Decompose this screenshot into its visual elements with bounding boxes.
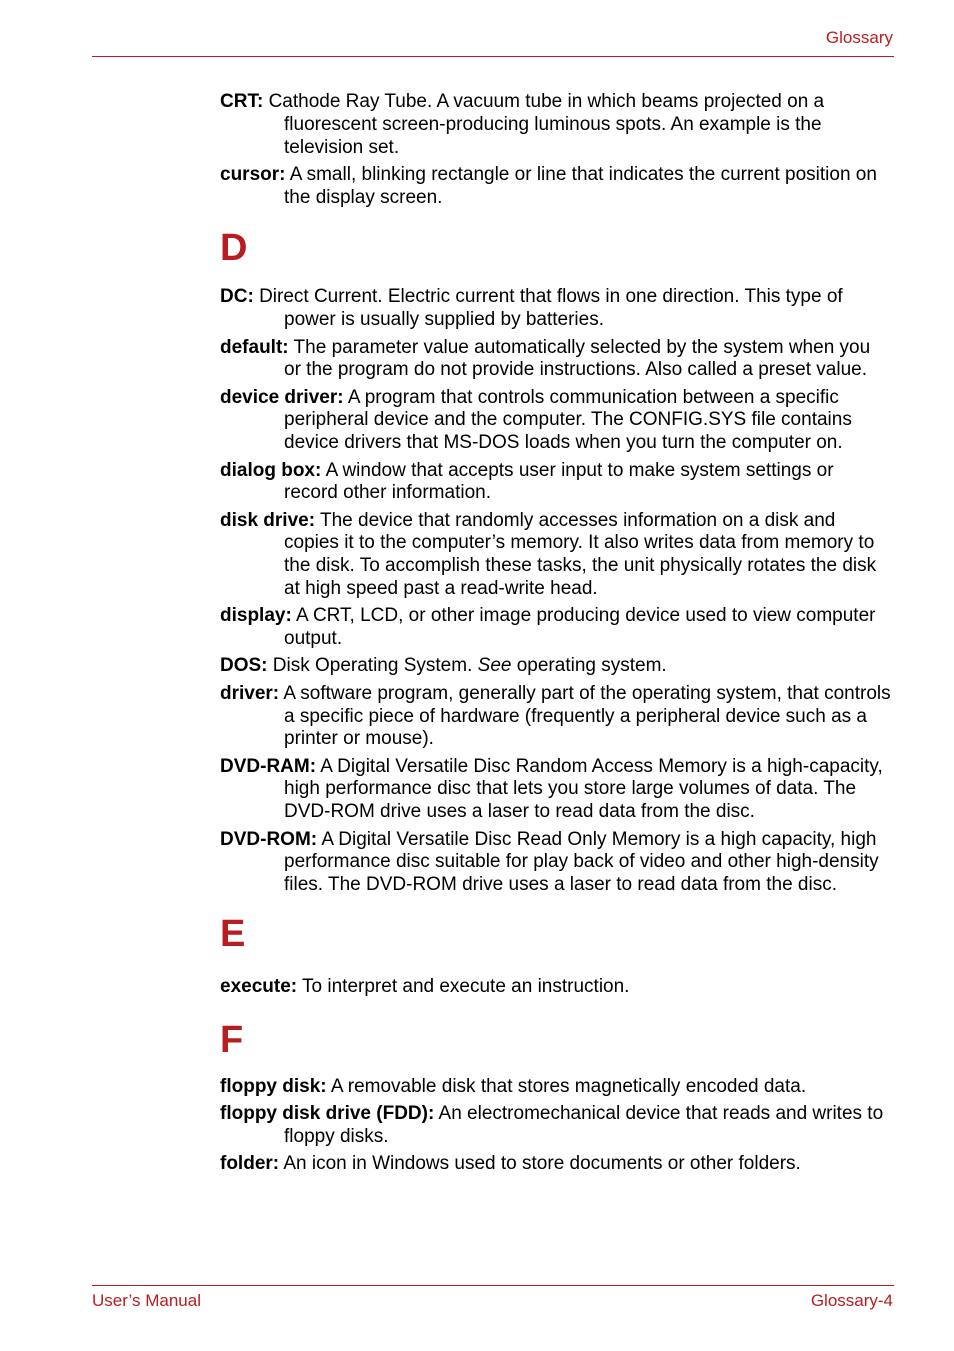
glossary-definition: A Digital Versatile Disc Read Only Memory is a high capacity, high performance disc suitable for play back of video and other high-density files. The DVD-ROM drive uses a laser to read data from the disc. — [284, 828, 879, 896]
glossary-term: floppy disk drive (FDD): — [220, 1103, 435, 1124]
glossary-term: DOS: — [220, 655, 268, 677]
glossary-definition: An icon in Windows used to store documents or other folders. — [283, 1153, 801, 1175]
glossary-entry-floppy-disk-drive — [220, 1103, 892, 1149]
footer-page-number: Glossary-4 — [810, 1291, 893, 1310]
glossary-term: DVD-RAM: — [220, 755, 317, 777]
glossary-entry-dvd-rom — [220, 829, 892, 897]
glossary-content — [220, 91, 892, 1180]
glossary-definition: A Digital Versatile Disc Random Access Memory is a high-capacity, high performance disc that lets you store large volumes of data. The DVD-ROM drive uses a laser to read data from the disc. — [284, 755, 883, 823]
glossary-term: dialog box: — [220, 459, 322, 481]
glossary-entry-floppy-disk — [220, 1076, 892, 1099]
glossary-definition: A window that accepts user input to make system settings or record other information. — [284, 459, 834, 504]
glossary-term: execute: — [220, 975, 298, 997]
glossary-entry-cursor — [220, 164, 892, 210]
glossary-entry-default — [220, 337, 892, 383]
section-letter-f: F — [220, 1018, 244, 1061]
glossary-term: disk drive: — [220, 509, 316, 531]
footer-rule — [92, 1285, 894, 1286]
glossary-entry-device-driver — [220, 387, 892, 455]
glossary-entry-dos — [220, 655, 892, 678]
section-f — [220, 1020, 892, 1176]
glossary-term: display: — [220, 605, 292, 627]
glossary-term: folder: — [220, 1153, 280, 1175]
header-title: Glossary — [825, 28, 893, 47]
glossary-definition: An electromechanical device that reads and writes to floppy disks. — [284, 1103, 884, 1147]
glossary-entry-execute — [220, 976, 892, 999]
glossary-definition: To interpret and execute an instruction. — [302, 975, 630, 997]
glossary-term: CRT: — [220, 91, 264, 112]
glossary-entry-disk-drive — [220, 510, 892, 601]
section-e — [220, 914, 892, 999]
glossary-definition: A small, blinking rectangle or line that indicates the current position on the display screen. — [284, 163, 877, 208]
glossary-definition: The parameter value automatically selected by the system when you or the program do not provide instructions. Also called a preset value. — [284, 336, 871, 381]
glossary-entry-dc — [220, 286, 892, 332]
glossary-term: driver: — [220, 682, 280, 704]
glossary-definition: A software program, generally part of the operating system, that controls a specific piece of hardware (frequently a peripheral device such as a printer or mouse). — [283, 682, 891, 750]
footer-manual-title: User’s Manual — [92, 1291, 201, 1310]
glossary-term: cursor: — [220, 163, 286, 185]
glossary-entry-dialog-box — [220, 460, 892, 506]
glossary-definition: A program that controls communication between a specific peripheral device and the computer. The CONFIG.SYS file contains device drivers that MS-DOS loads when you turn the computer on. — [284, 386, 852, 454]
section-d — [220, 228, 892, 896]
glossary-definition: A CRT, LCD, or other image producing device used to view computer output. — [284, 605, 876, 650]
glossary-definition: The device that randomly accesses information on a disk and copies it to the computer’s memory. It also writes data from memory to the disk. To accomplish these tasks, the unit physically rotates the disk at high speed past a read-write head. — [284, 509, 877, 600]
section-letter-d: D — [220, 227, 248, 270]
glossary-term: default: — [220, 336, 289, 358]
section-letter-e: E — [220, 912, 246, 955]
glossary-term: DC: — [220, 286, 254, 308]
glossary-entry-display — [220, 605, 892, 651]
glossary-entry-driver — [220, 683, 892, 751]
glossary-definition-rest: operating system. — [516, 655, 667, 677]
glossary-definition: Cathode Ray Tube. A vacuum tube in which beams projected on a fluorescent screen-producing luminous spots. An example is the television set. — [268, 91, 825, 158]
glossary-definition: Disk Operating System. — [272, 655, 473, 677]
glossary-term: DVD-ROM: — [220, 828, 318, 850]
glossary-term: device driver: — [220, 386, 344, 408]
header-rule — [92, 56, 894, 57]
glossary-entry-crt — [220, 91, 892, 159]
glossary-definition: Direct Current. Electric current that flows in one direction. This type of power is usually supplied by batteries. — [259, 286, 843, 331]
glossary-entry-folder — [220, 1153, 892, 1176]
glossary-definition: A removable disk that stores magnetically encoded data. — [330, 1075, 807, 1097]
glossary-term: floppy disk: — [220, 1075, 327, 1097]
see-reference: See — [477, 655, 512, 677]
glossary-entry-dvd-ram — [220, 756, 892, 824]
